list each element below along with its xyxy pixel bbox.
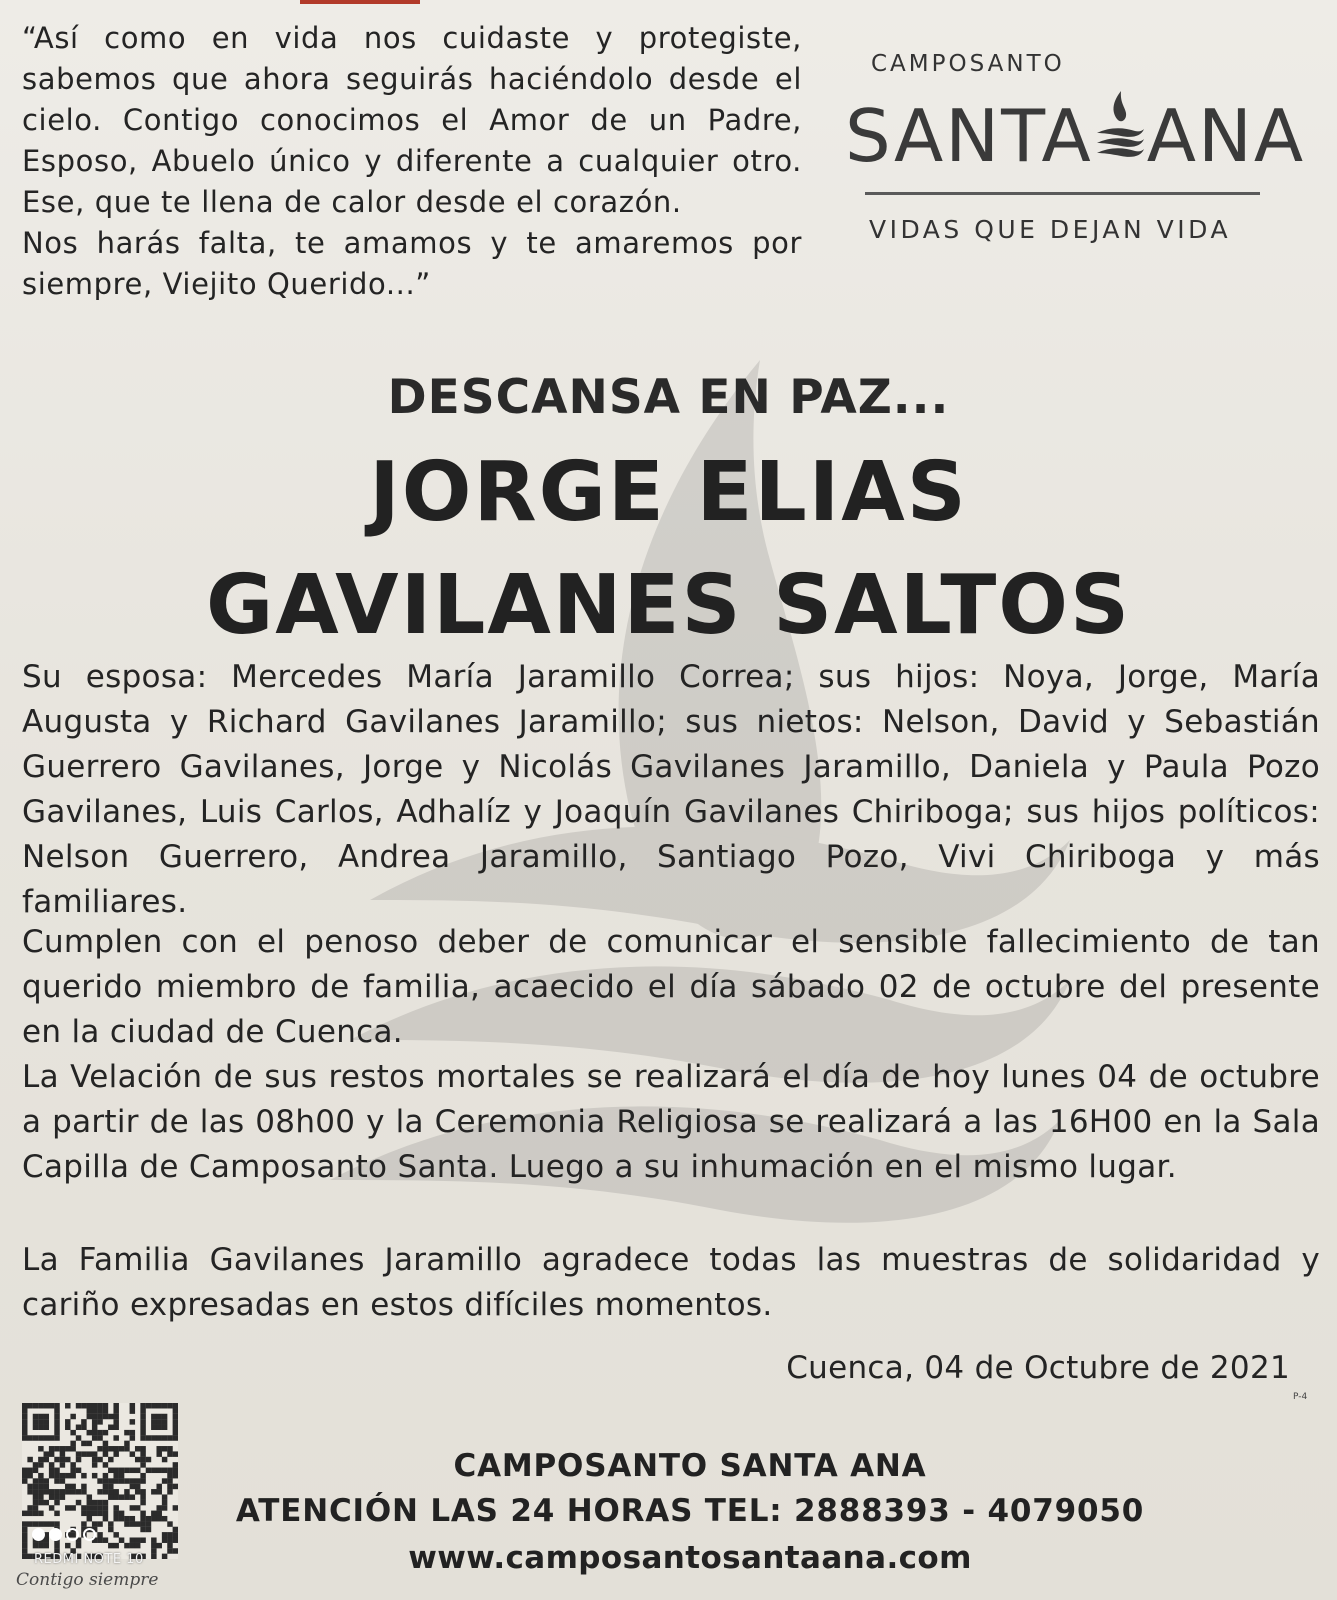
camposanto-logo [845,45,1305,255]
ceremony-paragraph: La Velación de sus restos mortales se realizará el día de hoy lunes 04 de octubre a partir de las 08h00 y la Ceremonia Religiosa se realizará a las 16H00 en la Sala Capilla de Camposanto Santa. Luego a su inhumación en el mismo lugar. [22,1059,1320,1185]
camera-dot [83,1528,96,1541]
footer-contact: ATENCIÓN LAS 24 HORAS TEL: 2888393 - 4079050 [235,1493,1145,1529]
logo-word-right: ANA [1146,94,1306,178]
flame-wave-icon [1093,87,1147,167]
camera-watermark-dots [32,1528,96,1541]
page-code: P-4 [1293,1392,1308,1402]
top-edge-strip [300,0,420,4]
logo-word-left: SANTA [845,94,1093,178]
camera-dot [66,1528,79,1541]
thanks-paragraph: La Familia Gavilanes Jaramillo agradece todas las muestras de solidaridad y cariño expresadas en estos difíciles momentos. [22,1242,1320,1323]
footer-company: CAMPOSANTO SANTA ANA [453,1448,927,1484]
footer-website: www.camposantosantaana.com [408,1540,972,1576]
dateline: Cuenca, 04 de Octubre de 2021 [786,1350,1290,1386]
logo-tagline: VIDAS QUE DEJAN VIDA [869,215,1232,244]
camera-model-watermark: REDMI NOTE 10 [34,1552,144,1567]
family-paragraph: Su esposa: Mercedes María Jaramillo Correa; sus hijos: Noya, Jorge, María Augusta y Richard Gavilanes Jaramillo; sus nietos: Nelson, David y Sebastián Guerrero Gavilanes, Jorge y Nicolás Gavilanes Jaramillo, Daniela y Paula Pozo Gavilanes, Luis Carlos, Adhalíz y Joaquín Gavilanes Chiriboga; sus hijos políticos: Nelson Guerrero, Andrea Jaramillo, Santiago Pozo, Vivi Chiriboga y más familiares. [22,659,1320,920]
logo-small-text: CAMPOSANTO [871,51,1065,77]
camera-caption: Contigo siempre [16,1570,159,1590]
memorial-quote [22,18,802,305]
rest-in-peace-heading: DESCANSA EN PAZ... [387,370,950,425]
quote-paragraph: Nos harás falta, te amamos y te amaremos por siempre, Viejito Querido...” [22,226,802,301]
deceased-name-line1: JORGE ELIAS [369,445,968,540]
deceased-name-line2: GAVILANES SALTOS [205,558,1132,653]
logo-wordmark [845,87,1305,178]
quote-paragraph: “Así como en vida nos cuidaste y protegiste, sabemos que ahora seguirás haciéndolo desde el cielo. Contigo conocimos el Amor de un Padre, Esposo, Abuelo único y diferente a cualquier otro. Ese, que te llena de calor desde el corazón. [22,21,802,219]
logo-divider [865,192,1260,195]
camera-dot [49,1528,62,1541]
announcement-paragraph: Cumplen con el penoso deber de comunicar el sensible fallecimiento de tan querido miembro de familia, acaecido el día sábado 02 de octubre del presente en la ciudad de Cuenca. [22,924,1320,1050]
camera-dot [32,1528,45,1541]
